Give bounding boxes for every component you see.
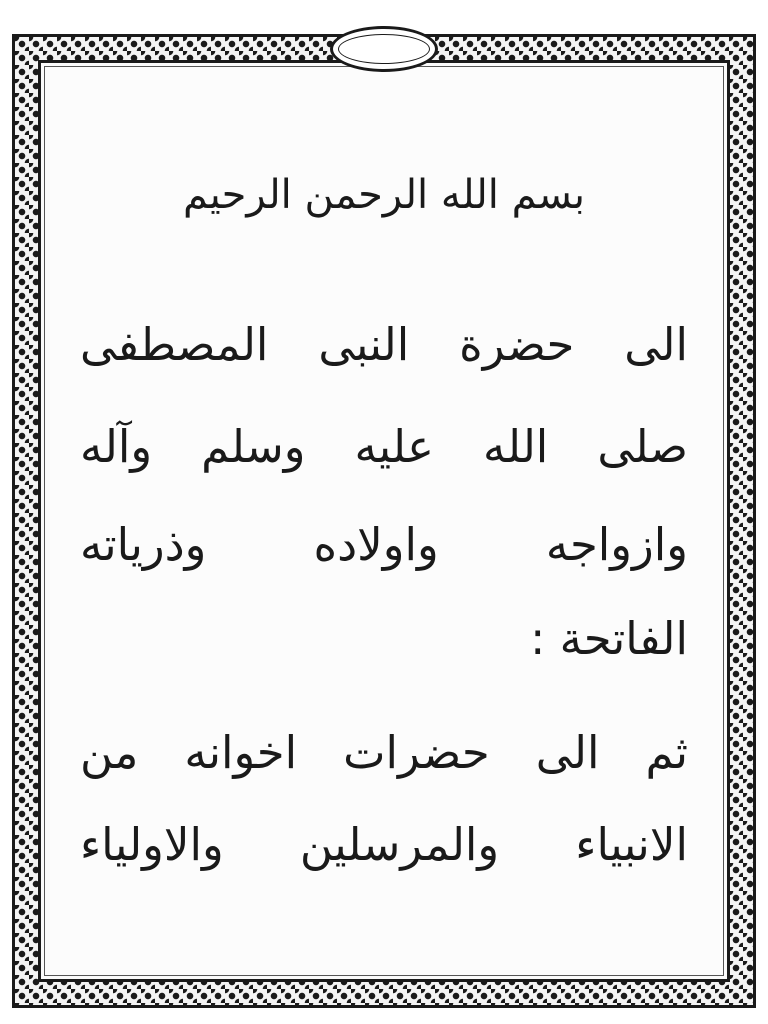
text-line-1: الى حضرة النبى المصطفى xyxy=(80,318,688,371)
text-line-3: وازواجه واولاده وذرياته xyxy=(80,518,688,571)
text-line-4: الفاتحة : xyxy=(530,612,688,665)
top-medallion-ornament xyxy=(330,26,438,72)
basmala-heading: بسم الله الرحمن الرحيم xyxy=(182,172,586,218)
text-line-5: ثم الى حضرات اخوانه من xyxy=(80,726,688,779)
text-line-6: الانبياء والمرسلين والاولياء xyxy=(80,818,688,871)
text-line-2: صلى الله عليه وسلم وآله xyxy=(80,420,688,473)
